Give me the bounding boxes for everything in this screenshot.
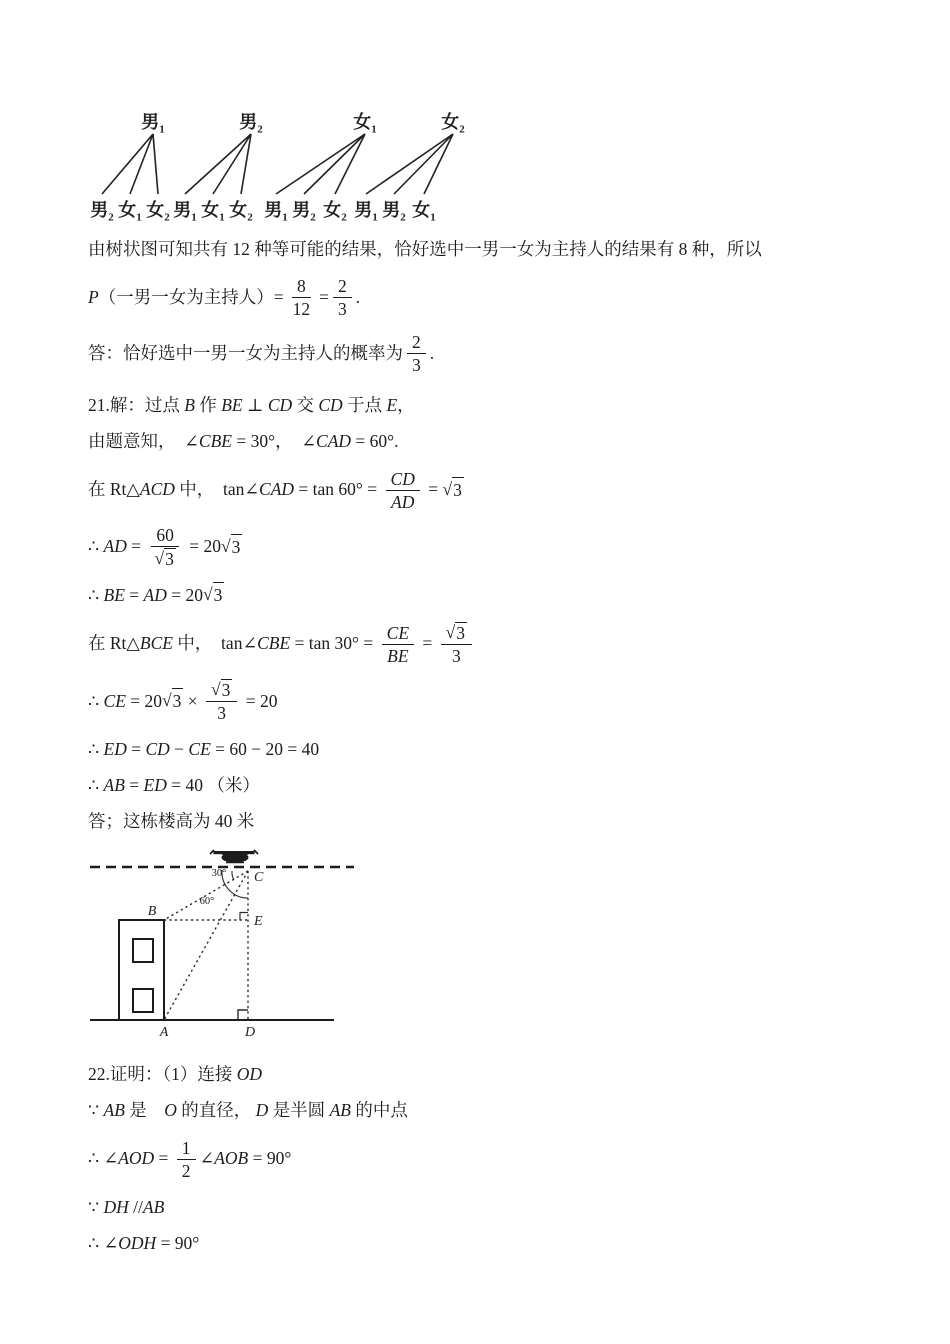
tree-node-subscript: 1 bbox=[191, 211, 197, 224]
tree-branch bbox=[276, 134, 365, 194]
text-run: ∴ bbox=[88, 690, 104, 711]
math-var: CE bbox=[386, 622, 410, 643]
label-B: B bbox=[147, 903, 157, 919]
text-run: . bbox=[429, 343, 435, 364]
fraction-denominator bbox=[447, 645, 466, 666]
fraction bbox=[382, 623, 414, 666]
tree-node-subscript: 2 bbox=[257, 123, 263, 136]
tree-node-base: 男 bbox=[292, 200, 311, 220]
text-run: ⊥ bbox=[242, 395, 268, 416]
radical bbox=[446, 622, 467, 643]
fraction-denominator bbox=[333, 298, 352, 319]
tree-node-base: 女 bbox=[118, 200, 137, 220]
text-run: = tan 60° = bbox=[294, 479, 382, 500]
math-var: E bbox=[386, 395, 398, 416]
text-run: ∴ bbox=[88, 739, 104, 760]
fraction-numerator bbox=[386, 469, 420, 491]
radicand: 3 bbox=[231, 534, 243, 560]
text-run: = 60 − 20 = 40 bbox=[210, 739, 320, 760]
fraction-denominator bbox=[386, 491, 419, 512]
fraction-numerator bbox=[407, 332, 426, 354]
building bbox=[119, 920, 164, 1020]
math-var: AD bbox=[103, 536, 127, 557]
tree-node-base: 女 bbox=[323, 200, 342, 220]
text-run: 3 bbox=[412, 355, 421, 376]
radical-sign: √ bbox=[162, 690, 172, 711]
fraction-numerator bbox=[177, 1138, 196, 1160]
text-run: = 90° bbox=[248, 1148, 292, 1169]
radical bbox=[203, 582, 224, 608]
tree-node-base: 女 bbox=[353, 112, 372, 132]
tree-branch bbox=[394, 134, 453, 194]
tree-node-label bbox=[323, 196, 347, 224]
text-run: 22.证明：（1）连接 bbox=[88, 1064, 237, 1085]
fraction-denominator bbox=[288, 298, 316, 319]
text-run: = bbox=[273, 286, 284, 307]
fraction bbox=[149, 525, 180, 569]
radical-sign: √ bbox=[154, 547, 165, 568]
math-var: CD bbox=[267, 395, 293, 416]
fraction-numerator bbox=[441, 622, 472, 645]
text-run: . bbox=[355, 286, 361, 307]
tree-node-subscript: 1 bbox=[372, 211, 378, 224]
tree-diagram bbox=[88, 104, 548, 226]
tree-node-base: 男 bbox=[264, 200, 283, 220]
fraction bbox=[177, 1138, 196, 1181]
text-run: 1 bbox=[181, 1137, 191, 1158]
angle-arc-small bbox=[232, 871, 234, 880]
tree-node-label bbox=[382, 196, 406, 224]
text-run: 于点 bbox=[342, 395, 387, 416]
text-run: 2 bbox=[412, 332, 421, 353]
tree-branch bbox=[335, 134, 365, 194]
line-21-ad bbox=[88, 525, 890, 569]
label-A: A bbox=[159, 1024, 169, 1040]
tree-node-label bbox=[292, 196, 316, 224]
tree-node-subscript: 2 bbox=[310, 211, 316, 224]
radicand: 3 bbox=[456, 623, 466, 643]
fraction-denominator bbox=[149, 547, 180, 569]
text-run: 的中点 bbox=[350, 1100, 408, 1121]
text-run: 答；这栋楼高为 40 米 bbox=[88, 811, 255, 832]
math-var: CD bbox=[145, 739, 170, 760]
tree-node-label bbox=[239, 108, 263, 136]
text-run: 3 bbox=[337, 299, 347, 320]
text-run: 答：恰好选中一男一女为主持人的概率为 bbox=[88, 343, 403, 364]
tree-branch bbox=[424, 134, 453, 194]
text-run: = 30°， ∠ bbox=[231, 431, 317, 452]
text-run: = 40 （米） bbox=[166, 775, 260, 796]
radical bbox=[221, 534, 242, 560]
label-angle-60: 60° bbox=[199, 895, 215, 907]
text-run: = 20 bbox=[241, 690, 278, 711]
fraction-denominator bbox=[177, 1160, 196, 1181]
drone-icon bbox=[210, 850, 258, 863]
text-run: 交 bbox=[292, 395, 319, 416]
line-21-answer bbox=[88, 809, 890, 836]
fraction-numerator bbox=[333, 276, 352, 298]
text-run: = bbox=[126, 536, 146, 557]
math-var: CBE bbox=[257, 633, 291, 654]
text-run: 3 bbox=[451, 646, 461, 667]
line-21-step2 bbox=[88, 429, 890, 456]
text-run: = 20 bbox=[166, 584, 203, 605]
tree-node-subscript: 1 bbox=[282, 211, 288, 224]
text-run: 8 bbox=[296, 276, 306, 296]
line-21-be bbox=[88, 582, 890, 609]
tree-node-base: 男 bbox=[382, 200, 401, 220]
tree-branch bbox=[366, 134, 453, 194]
tree-branch bbox=[102, 134, 153, 194]
math-var: AB bbox=[142, 1196, 165, 1217]
line-22-parallel bbox=[88, 1194, 890, 1221]
text-run: 12 bbox=[292, 299, 311, 320]
text-run: = 90° bbox=[156, 1232, 200, 1253]
text-run: ∴ bbox=[88, 536, 104, 557]
tree-node-subscript: 2 bbox=[459, 123, 465, 136]
math-var: AD bbox=[143, 584, 167, 605]
tree-node-base: 女 bbox=[412, 200, 431, 220]
text-run: （一男一女为主持人） bbox=[98, 286, 274, 307]
text-run: 2 bbox=[337, 276, 347, 296]
fraction bbox=[407, 332, 426, 375]
fraction-numerator bbox=[292, 276, 311, 298]
math-var: OD bbox=[236, 1064, 263, 1085]
text-run: 3 bbox=[217, 703, 227, 724]
text-run: ∴ ∠ bbox=[88, 1148, 119, 1169]
radical-sign: √ bbox=[220, 535, 231, 556]
line-answer-20 bbox=[88, 332, 890, 375]
text-run: 作 bbox=[194, 395, 222, 416]
radicand: 3 bbox=[213, 582, 225, 608]
tree-branch bbox=[153, 134, 158, 194]
radical bbox=[162, 688, 183, 714]
tree-node-base: 男 bbox=[173, 200, 192, 220]
line-22-aod bbox=[88, 1138, 890, 1181]
math-var: ODH bbox=[118, 1232, 157, 1253]
fraction-numerator bbox=[382, 623, 414, 645]
line-22-given bbox=[88, 1098, 890, 1125]
document-lines-bottom bbox=[88, 1062, 890, 1257]
tree-node-base: 女 bbox=[229, 200, 248, 220]
tree-node-subscript: 1 bbox=[371, 123, 377, 136]
text-run: ， bbox=[397, 395, 415, 416]
radical bbox=[154, 548, 175, 569]
tree-node-base: 男 bbox=[239, 112, 258, 132]
tree-node-label bbox=[90, 196, 114, 224]
line-21-ab bbox=[88, 773, 890, 800]
math-var: B bbox=[184, 395, 195, 416]
figure-canvas bbox=[86, 845, 396, 1045]
radical-sign: √ bbox=[442, 478, 453, 499]
text-run: ∴ ∠ bbox=[88, 1232, 119, 1253]
math-var: ED bbox=[103, 739, 127, 760]
tree-node-subscript: 1 bbox=[136, 211, 142, 224]
radical bbox=[442, 477, 463, 503]
problem21-figure bbox=[86, 845, 890, 1050]
radical bbox=[211, 679, 232, 700]
fraction bbox=[333, 276, 352, 319]
radicand: 3 bbox=[452, 477, 464, 503]
line-21-ce bbox=[88, 679, 890, 723]
math-var: CD bbox=[318, 395, 343, 416]
tree-node-subscript: 2 bbox=[247, 211, 253, 224]
tree-node-subscript: 1 bbox=[159, 123, 165, 136]
math-var: ACD bbox=[139, 479, 175, 500]
line-21-step1 bbox=[88, 393, 890, 420]
math-var: ED bbox=[143, 775, 167, 796]
radical-sign: √ bbox=[211, 679, 221, 700]
math-var: BCE bbox=[139, 633, 173, 654]
text-run: 由题意知， ∠ bbox=[88, 431, 199, 452]
line-probability-formula bbox=[88, 276, 890, 319]
tree-node-label bbox=[146, 196, 170, 224]
text-run: = bbox=[319, 286, 329, 307]
fraction-numerator bbox=[151, 525, 179, 547]
label-angle-30: 30° bbox=[211, 867, 227, 879]
math-var: BE bbox=[103, 584, 125, 605]
fraction bbox=[441, 622, 472, 666]
radical-sign: √ bbox=[202, 584, 213, 605]
fraction-denominator bbox=[407, 354, 426, 375]
label-D: D bbox=[244, 1024, 256, 1040]
tree-node-base: 男 bbox=[141, 112, 160, 132]
text-run: ∵ bbox=[88, 1196, 104, 1217]
line-tree-conclusion bbox=[88, 236, 890, 263]
text-run: = bbox=[423, 479, 443, 500]
math-var: O bbox=[164, 1100, 177, 1121]
tree-node-base: 女 bbox=[146, 200, 165, 220]
tree-node-subscript: 2 bbox=[400, 211, 406, 224]
text-run: 是 bbox=[124, 1100, 165, 1121]
fraction-denominator bbox=[212, 702, 231, 723]
radicand: 3 bbox=[165, 548, 174, 569]
tree-node-label bbox=[412, 196, 436, 224]
math-var: CBE bbox=[198, 431, 232, 452]
text-run: = bbox=[126, 739, 146, 760]
text-run: = bbox=[418, 633, 437, 654]
line-22-odh bbox=[88, 1230, 890, 1257]
tree-branch bbox=[304, 134, 365, 194]
text-run: 的直径， bbox=[176, 1100, 256, 1121]
line-21-rt-acd bbox=[88, 469, 890, 512]
text-run: = 20 bbox=[125, 690, 163, 711]
math-var: CE bbox=[188, 739, 211, 760]
text-run: ∵ bbox=[88, 1100, 104, 1121]
document-lines-top bbox=[88, 236, 890, 836]
label-E: E bbox=[254, 913, 263, 929]
math-var: CAD bbox=[259, 479, 295, 500]
text-run: ∴ bbox=[88, 775, 104, 796]
fraction-denominator bbox=[382, 645, 413, 666]
text-run: × bbox=[183, 690, 202, 711]
math-var: BE bbox=[221, 395, 243, 416]
math-var: CD bbox=[390, 468, 415, 489]
text-run: 在 Rt△ bbox=[88, 479, 140, 500]
text-run: 是半圆 bbox=[268, 1100, 330, 1121]
radicand: 3 bbox=[221, 680, 231, 701]
right-angle-mark-E bbox=[240, 912, 248, 920]
tree-node-label bbox=[353, 108, 377, 136]
text-run: ∴ bbox=[88, 584, 104, 605]
fraction-numerator bbox=[206, 679, 237, 702]
tree-node-subscript: 2 bbox=[108, 211, 114, 224]
text-run: 中， tan∠ bbox=[172, 633, 258, 654]
math-var: AD bbox=[391, 491, 415, 512]
tree-node-subscript: 2 bbox=[164, 211, 170, 224]
fraction bbox=[288, 276, 316, 319]
math-var: AB bbox=[103, 775, 125, 796]
text-run: 中， tan∠ bbox=[174, 479, 260, 500]
text-run: 21.解：过点 bbox=[88, 395, 185, 416]
line-C-to-A bbox=[164, 871, 248, 1020]
tree-node-label bbox=[201, 196, 225, 224]
text-run: 60 bbox=[156, 524, 174, 545]
text-run: 2 bbox=[181, 1160, 191, 1181]
text-run: 在 Rt△ bbox=[88, 633, 140, 654]
tree-node-base: 女 bbox=[201, 200, 220, 220]
tree-node-subscript: 1 bbox=[430, 211, 436, 224]
tree-node-subscript: 2 bbox=[341, 211, 347, 224]
tree-branch bbox=[130, 134, 153, 194]
math-var: AB bbox=[103, 1100, 125, 1121]
tree-node-label bbox=[264, 196, 288, 224]
text-run: = 20 bbox=[184, 536, 221, 557]
math-var: DH bbox=[103, 1196, 129, 1217]
tree-node-base: 男 bbox=[90, 200, 109, 220]
math-var: BE bbox=[387, 645, 409, 666]
math-var: D bbox=[255, 1100, 269, 1121]
right-angle-mark-D bbox=[238, 1010, 248, 1020]
text-run: = 60°. bbox=[351, 431, 399, 452]
math-var: CE bbox=[103, 690, 126, 711]
text-run: ∠ bbox=[199, 1148, 215, 1169]
text-run: − bbox=[169, 739, 189, 760]
radicand: 3 bbox=[172, 688, 184, 714]
tree-node-base: 男 bbox=[354, 200, 373, 220]
radical-sign: √ bbox=[445, 622, 456, 642]
label-C: C bbox=[254, 869, 264, 885]
fraction bbox=[386, 469, 420, 512]
tree-node-label bbox=[441, 108, 465, 136]
math-var: AB bbox=[329, 1100, 351, 1121]
fraction bbox=[206, 679, 237, 723]
text-run: = bbox=[124, 775, 144, 796]
tree-node-label bbox=[354, 196, 378, 224]
text-run: = tan 30° = bbox=[290, 633, 378, 654]
tree-node-label bbox=[173, 196, 197, 224]
line-22-step1 bbox=[88, 1062, 890, 1089]
math-var: P bbox=[88, 286, 99, 307]
text-run: // bbox=[128, 1196, 143, 1217]
text-run: 由树状图可知共有 12 种等可能的结果，恰好选中一男一女为主持人的结果有 8 种，所以 bbox=[88, 238, 762, 259]
line-21-ed bbox=[88, 737, 890, 764]
tree-node-base: 女 bbox=[441, 112, 460, 132]
tree-node-subscript: 1 bbox=[219, 211, 225, 224]
tree-node-label bbox=[229, 196, 253, 224]
tree-node-label bbox=[141, 108, 165, 136]
math-var: AOD bbox=[118, 1148, 155, 1169]
text-run: = bbox=[124, 584, 144, 605]
math-var: AOB bbox=[214, 1148, 249, 1169]
math-var: CAD bbox=[316, 431, 352, 452]
tree-node-label bbox=[118, 196, 142, 224]
text-run: = bbox=[154, 1148, 173, 1169]
line-21-rt-bce bbox=[88, 622, 890, 666]
